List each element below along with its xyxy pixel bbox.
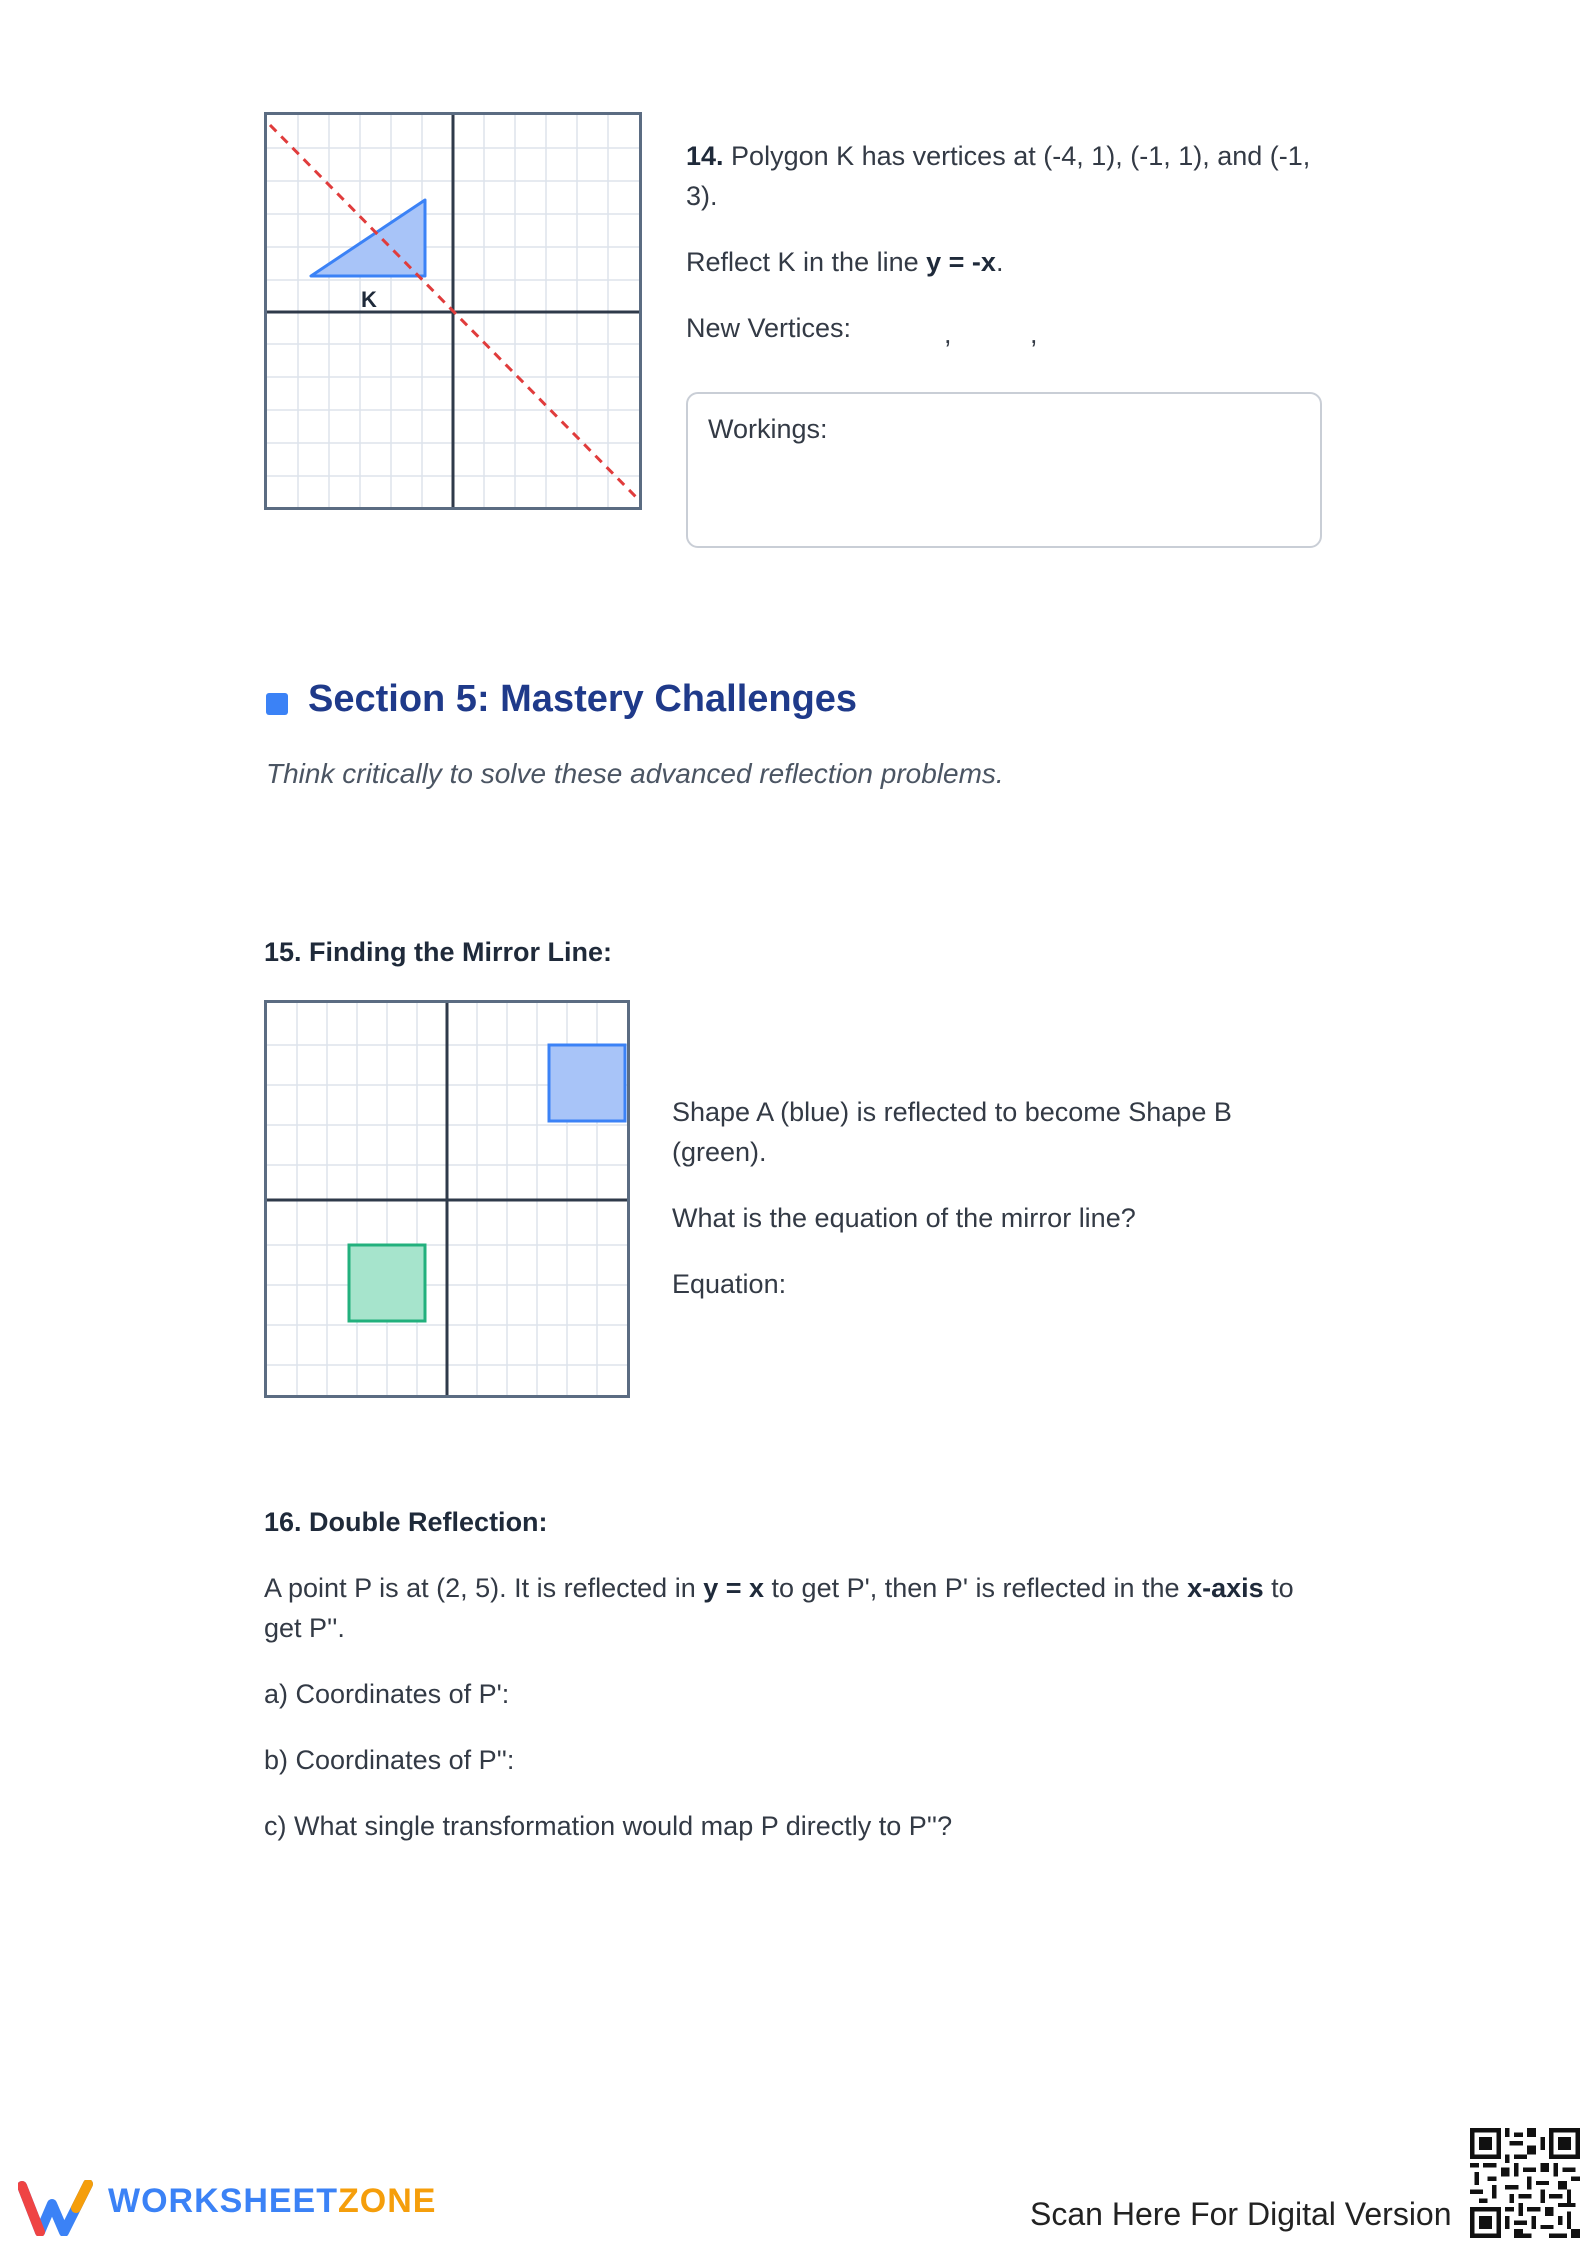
q16-heading: 16. Double Reflection:	[264, 1507, 548, 1537]
q16-bold-yx: y = x	[703, 1573, 765, 1603]
shape-b	[349, 1245, 425, 1321]
q16-p1-end: to get P''.	[264, 1573, 1294, 1643]
worksheetzone-logo-icon	[18, 2180, 94, 2236]
q15-line1: Shape A (blue) is reflected to become Shape B (green).	[672, 1097, 1232, 1167]
q14-text: Polygon K has vertices at (-4, 1), (-1, 1), and (-1, 3).	[686, 141, 1311, 211]
q16-p1-mid: to get P', then P' is reflected in the	[764, 1573, 1188, 1603]
brand-worksheet: WORKSHEET	[108, 2182, 338, 2220]
q14-new-vertices	[686, 308, 851, 348]
q16-bold-x-axis: x-axis	[1187, 1573, 1264, 1603]
q15-line3: Equation:	[672, 1269, 787, 1299]
q14-reflect-prefix: Reflect K in the line	[686, 247, 927, 277]
section-title: Section 5: Mastery Challenges	[308, 678, 858, 720]
section-subtitle: Think critically to solve these advanced reflection problems.	[266, 758, 1004, 789]
q14-graph	[264, 112, 642, 510]
q16-part-b: b) Coordinates of P'':	[264, 1745, 515, 1775]
shape-a	[549, 1045, 625, 1121]
q14-reflect-line: y = -x	[926, 247, 996, 277]
footer-brand	[108, 2182, 436, 2221]
new-vertices-comma-2: ,	[1030, 319, 1038, 349]
q14-number: 14.	[686, 141, 724, 171]
q14-reflect-instruction	[686, 242, 1003, 282]
new-vertices-comma-1: ,	[944, 319, 952, 349]
polygon-k-label: K	[361, 287, 377, 312]
q16-part-a: a) Coordinates of P':	[264, 1679, 510, 1709]
q14-grid-svg	[267, 115, 639, 507]
workings-label: Workings:	[708, 414, 828, 444]
q14-reflect-suffix: .	[995, 247, 1004, 277]
new-vertices-label: New Vertices:	[686, 313, 852, 343]
q15-heading: 15. Finding the Mirror Line:	[264, 937, 613, 967]
q15-graph	[264, 1000, 630, 1398]
brand-zone: ZONE	[338, 2182, 437, 2220]
q16-part-c: c) What single transformation would map P directly to P''?	[264, 1811, 953, 1841]
q15-grid-svg	[267, 1003, 627, 1395]
qr-code-icon[interactable]	[1470, 2128, 1580, 2238]
q14-workings-box[interactable]	[686, 392, 1322, 548]
scan-here-text: Scan Here For Digital Version	[1030, 2196, 1452, 2232]
q15-line2: What is the equation of the mirror line?	[672, 1203, 1136, 1233]
q14-question	[686, 136, 1326, 216]
q16-paragraph	[264, 1568, 1334, 1648]
section-marker-icon	[266, 693, 288, 715]
q16-p1: A point P is at (2, 5). It is reflected in	[264, 1573, 704, 1603]
